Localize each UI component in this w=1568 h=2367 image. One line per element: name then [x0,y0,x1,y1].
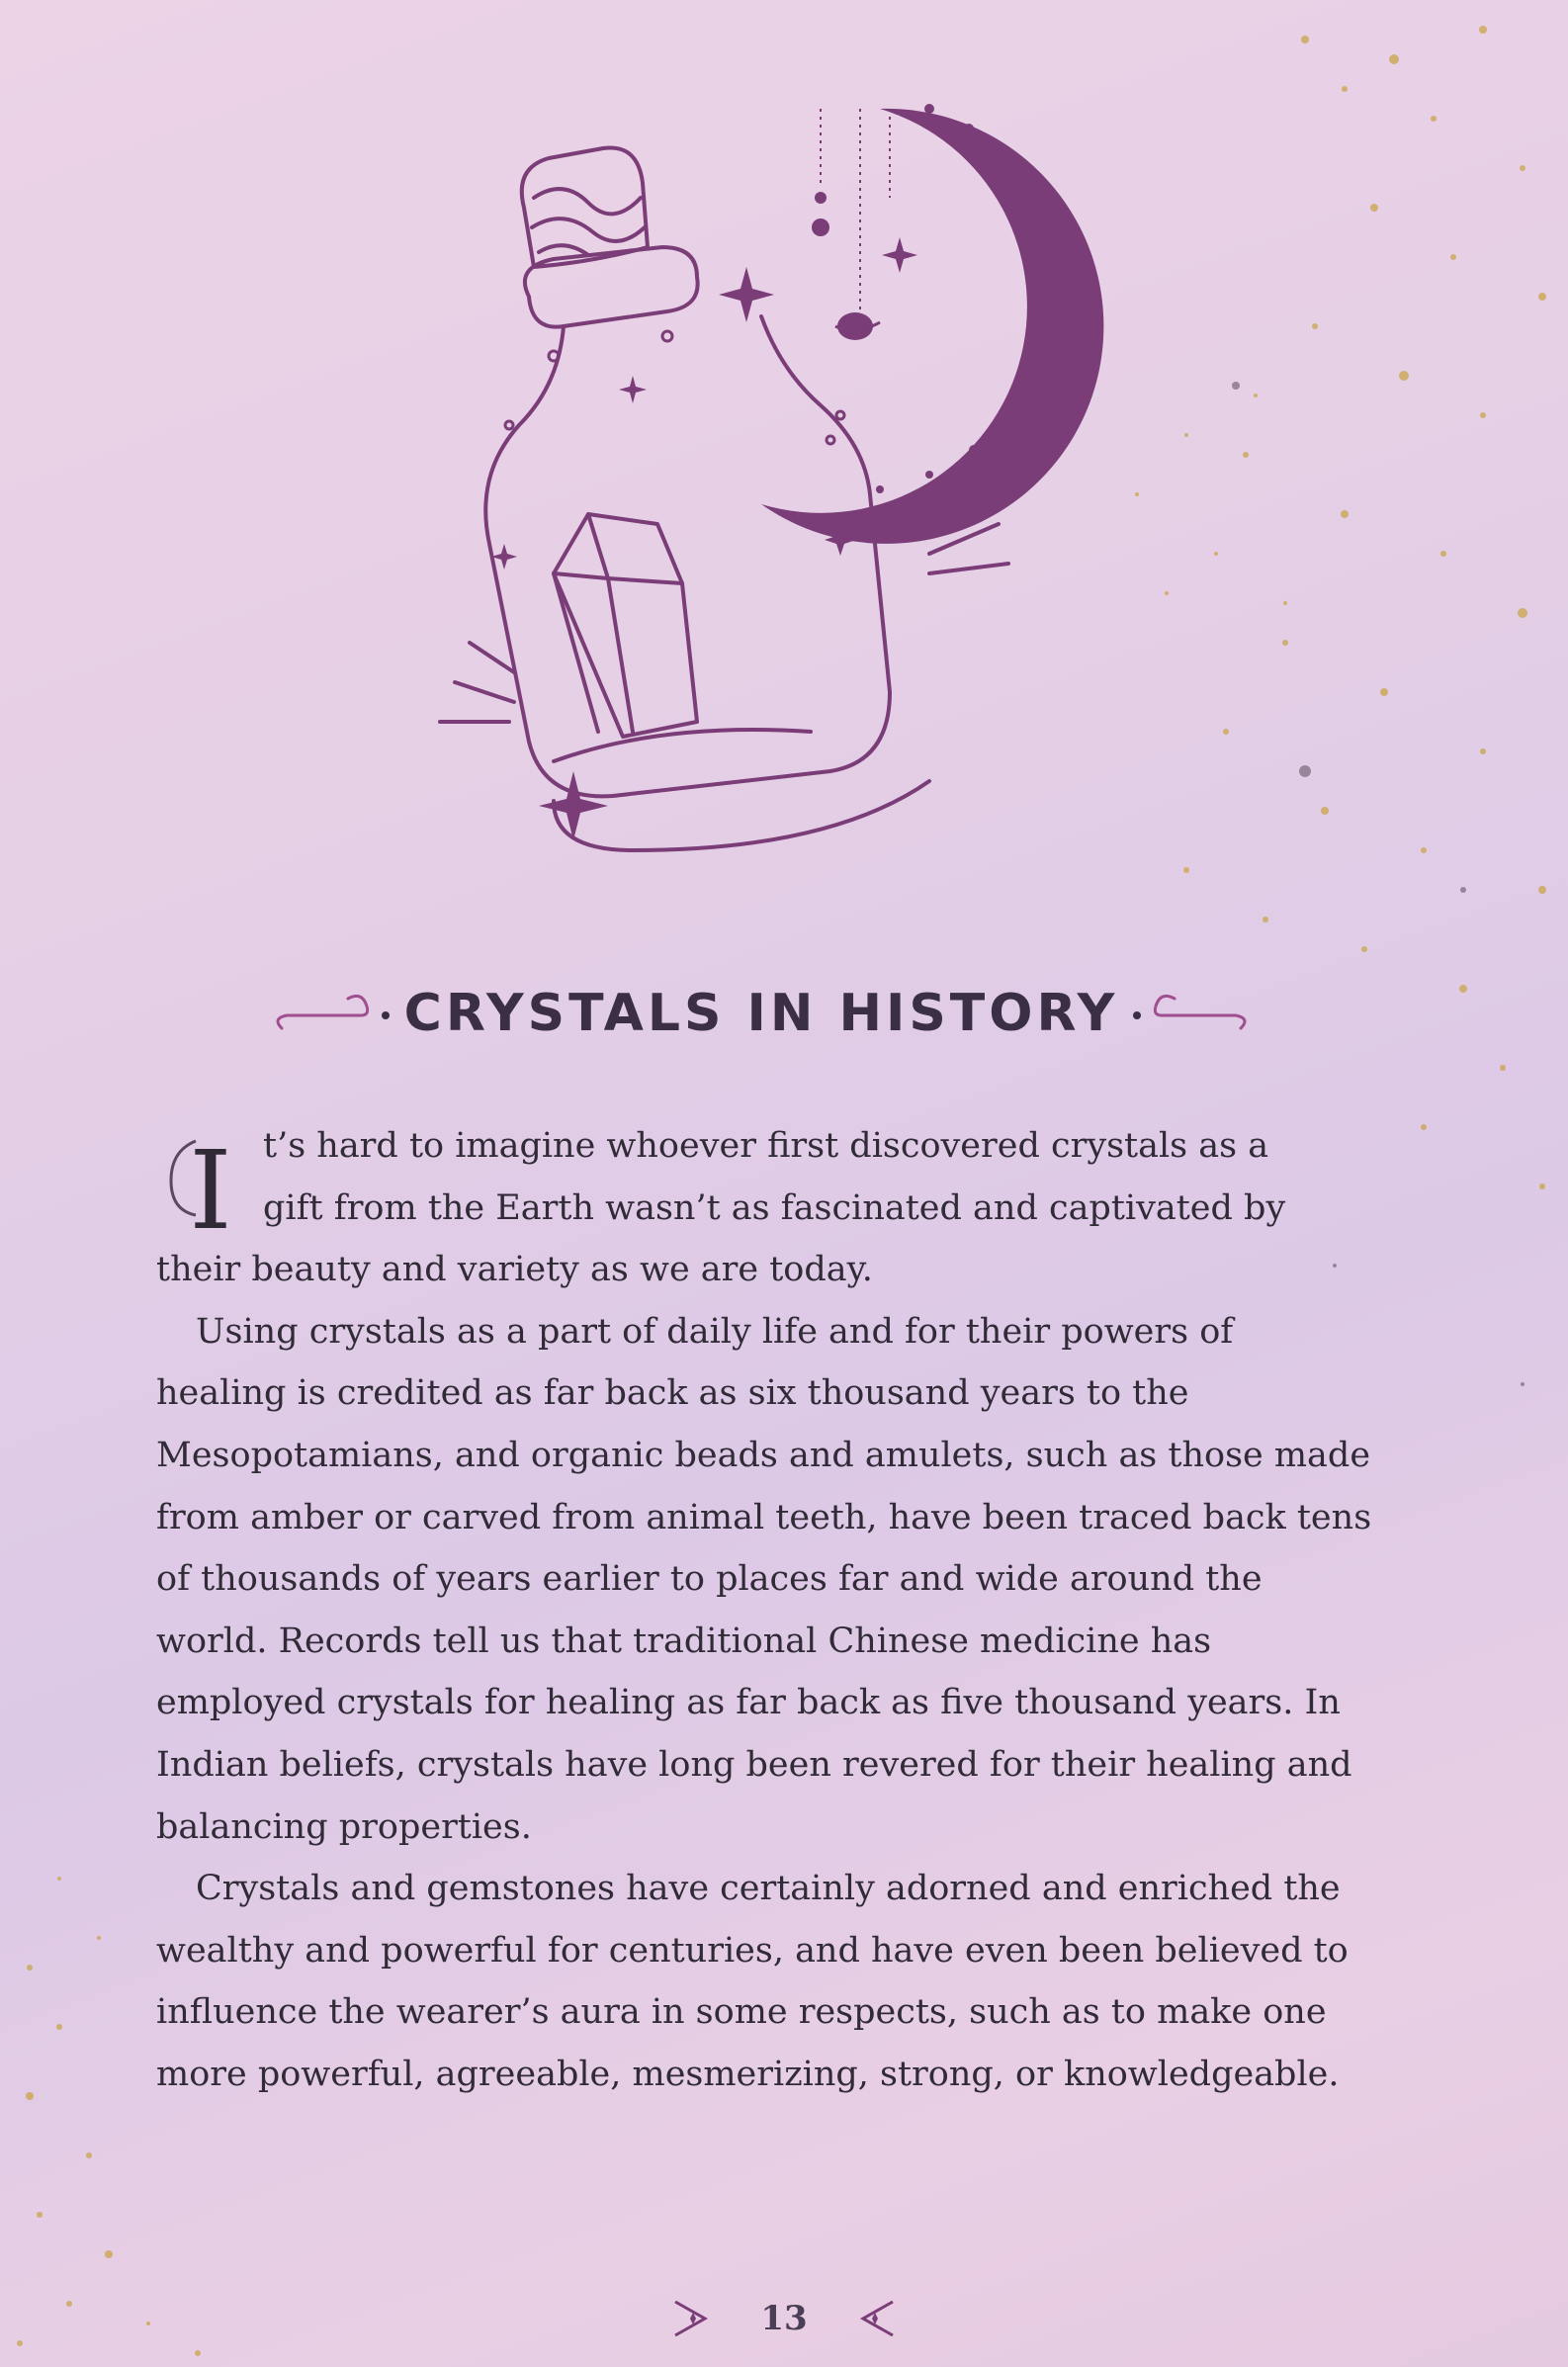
crescent-moon-icon [761,109,1103,544]
paragraph-1-line-2: gift from the Earth wasn’t as fascinated and captivated by [263,1187,1286,1228]
page-number: 13 [760,2299,808,2338]
page-footer [665,2284,903,2353]
ornament-right-icon [843,2294,903,2343]
crystal-bottle-illustration [415,89,1167,939]
section-title: CRYSTALS IN HISTORY [403,984,1119,1043]
flourish-right-icon [1127,974,1256,1053]
paragraph-1-line-1: t’s hard to imagine whoever first discovered crystals as a [263,1126,1269,1166]
dropcap [156,1121,245,1240]
svg-text:I: I [189,1127,232,1240]
body-text [156,1115,1372,2106]
paragraph-2: Using crystals as a part of daily life and for their powers of healing is credited as far back as six thousand years to the Mesopotamians, and organic beads and amulets, such as those made from amber or carved from animal teeth, have been traced back tens of thousands of years earlier to places far and wide around the world. Records tell us that traditional Chinese medicine has employed crystals for healing as far back as five thousand years. In Indian beliefs, crystals have long been revered for their healing and balancing properties. [156,1311,1372,1847]
section-heading [267,974,1256,1053]
paragraph-1 [156,1115,1372,1301]
paragraph-1-line-3: their beauty and variety as we are today. [156,1250,873,1290]
paragraph-3: Crystals and gemstones have certainly adorned and enriched the wealthy and powerful for centuries, and have even been believed to influence the wearer’s aura in some respects, such as to make one more powerful, agreeable, mesmerizing, strong, or knowledgeable. [156,1869,1349,2094]
